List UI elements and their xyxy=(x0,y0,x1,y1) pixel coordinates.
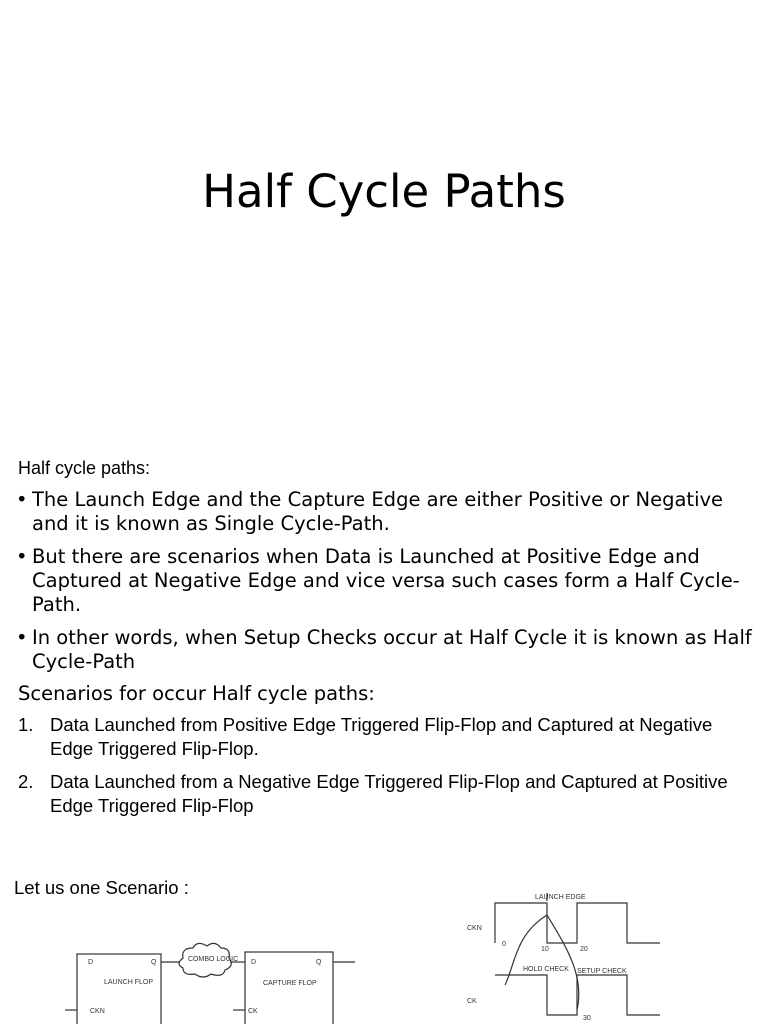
combo-logic-label: COMBO LOGIC xyxy=(188,956,239,963)
ck-label: CK xyxy=(467,998,477,1005)
launch-edge-label: LAUNCH EDGE xyxy=(535,894,586,901)
bullet-item: • The Launch Edge and the Capture Edge are either Positive or Negative and it is known as Single Cycle-Path. xyxy=(16,488,761,536)
scenarios-heading: Scenarios for occur Half cycle paths: xyxy=(18,682,375,705)
time-twenty-label: 20 xyxy=(580,946,588,953)
section-subheading: Half cycle paths: xyxy=(18,458,151,478)
hold-check-label: HOLD CHECK xyxy=(523,966,569,973)
bullet-item: • In other words, when Setup Checks occur at Half Cycle it is known as Half Cycle-Path xyxy=(16,626,761,674)
time-ten-label: 10 xyxy=(541,946,549,953)
launch-flop-label: LAUNCH FLOP xyxy=(104,979,154,986)
example-label: Let us one Scenario : xyxy=(14,877,189,898)
time-zero-label: 0 xyxy=(502,941,506,948)
capture-flop-label: CAPTURE FLOP xyxy=(263,980,317,987)
pin-d-label: D xyxy=(88,959,94,966)
scenario-text: Data Launched from Positive Edge Triggered Flip-Flop and Captured at Negative Edge Triggered Flip-Flop. xyxy=(50,714,713,759)
scenario-list xyxy=(18,713,738,827)
slide-title: Half Cycle Paths xyxy=(202,165,566,218)
scenario-item xyxy=(18,713,738,761)
pin-d-label: D xyxy=(251,959,257,966)
setup-check-label: SETUP CHECK xyxy=(577,968,627,975)
pin-ck-label: CK xyxy=(248,1008,258,1015)
scenario-item xyxy=(18,770,738,818)
ckn-waveform xyxy=(495,903,660,943)
time-thirty-label: 30 xyxy=(583,1015,591,1022)
ckn-label: CKN xyxy=(467,925,482,932)
scenario-text: Data Launched from a Negative Edge Triggered Flip-Flop and Captured at Positive Edge Triggered Flip-Flop xyxy=(50,771,728,816)
pin-q-label: Q xyxy=(151,959,157,966)
pin-ckn-label: CKN xyxy=(90,1008,105,1015)
scenario-number: 1. xyxy=(18,714,34,735)
scenario-number: 2. xyxy=(18,771,34,792)
setup-check-arrow xyxy=(547,915,579,1010)
bullet-item: • But there are scenarios when Data is Launched at Positive Edge and Captured at Negative Edge and vice versa such cases form a Half Cycle-Path. xyxy=(16,545,761,617)
circuit-diagram xyxy=(60,940,360,1024)
pin-q-label: Q xyxy=(316,959,322,966)
timing-diagram xyxy=(455,885,670,1024)
bullet-list xyxy=(16,488,761,683)
